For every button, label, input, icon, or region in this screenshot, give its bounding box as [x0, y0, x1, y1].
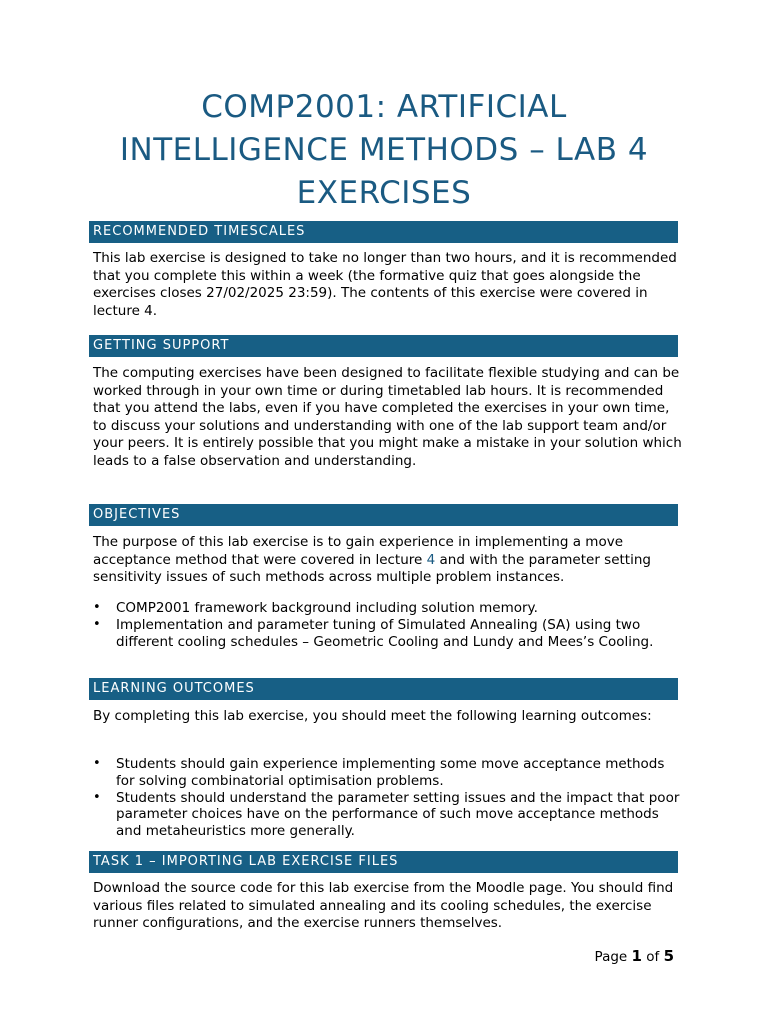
- objectives-list: [93, 600, 683, 650]
- bullet-icon: •: [93, 600, 101, 615]
- section-heading-outcomes: LEARNING OUTCOMES: [89, 678, 678, 700]
- total-pages: 5: [663, 947, 674, 965]
- list-item-text: Implementation and parameter tuning of Simulated Annealing (SA) using two different cooling schedules – Geometric Cooling and Lundy and Mees’s Cooling.: [116, 616, 654, 650]
- section-heading-support: GETTING SUPPORT: [89, 335, 678, 357]
- bullet-icon: •: [93, 789, 101, 805]
- current-page: 1: [631, 947, 642, 965]
- outcomes-paragraph: By completing this lab exercise, you should meet the following learning outcomes:: [93, 708, 652, 724]
- task1-paragraph: Download the source code for this lab exercise from the Moodle page. You should find various files related to simulated annealing and its cooling schedules, the exercise runner configurations, and the exercise runners themselves.: [93, 880, 674, 932]
- section-heading-task1: TASK 1 – IMPORTING LAB EXERCISE FILES: [89, 851, 678, 873]
- page-word: Page: [594, 949, 628, 965]
- page-number: [595, 947, 674, 966]
- lecture-link[interactable]: 4: [426, 551, 436, 568]
- bullet-icon: •: [93, 756, 101, 771]
- outcomes-list: [93, 756, 683, 840]
- section-heading-timescales: RECOMMENDED TIMESCALES: [89, 221, 678, 243]
- bullet-icon: •: [93, 616, 101, 632]
- timescales-paragraph: This lab exercise is designed to take no longer than two hours, and it is recommended that you complete this within a week (the formative quiz that goes alongside the exercises closes 27/02/2025 23:59). The contents of this exercise were covered in lecture 4.: [93, 250, 677, 319]
- list-item: [93, 756, 683, 790]
- support-paragraph: The computing exercises have been designed to facilitate flexible studying and can be worked through in your own time or during timetabled lab hours. It is recommended that you attend the labs, even if you have completed the exercises in your own time, to discuss your solutions and understanding with one of the lab support team and/or your peers. It is entirely possible that you might make a mistake in your solution which leads to a false observation and understanding.: [93, 365, 682, 469]
- list-item-text: COMP2001 framework background including solution memory.: [116, 600, 538, 616]
- list-item: [93, 600, 683, 617]
- list-item-text: Students should understand the parameter setting issues and the impact that poor parameter choices have on the performance of such move acceptance methods and metaheuristics more generally.: [116, 789, 680, 840]
- objectives-text-after: and with the parameter setting sensitivity issues of such methods across multiple problem instances.: [93, 551, 651, 586]
- section-heading-objectives: OBJECTIVES: [89, 504, 678, 526]
- objectives-paragraph: [93, 534, 683, 587]
- list-item-text: Students should gain experience implementing some move acceptance methods for solving combinatorial optimisation problems.: [116, 756, 665, 789]
- list-item: [93, 790, 683, 840]
- objectives-text-before: The purpose of this lab exercise is to gain experience in implementing a move acceptance method that were covered in lecture: [93, 534, 623, 568]
- list-item: [93, 617, 683, 651]
- of-word: of: [646, 949, 660, 965]
- page-title: COMP2001: ARTIFICIAL INTELLIGENCE METHODS – LAB 4 EXERCISES: [119, 89, 649, 211]
